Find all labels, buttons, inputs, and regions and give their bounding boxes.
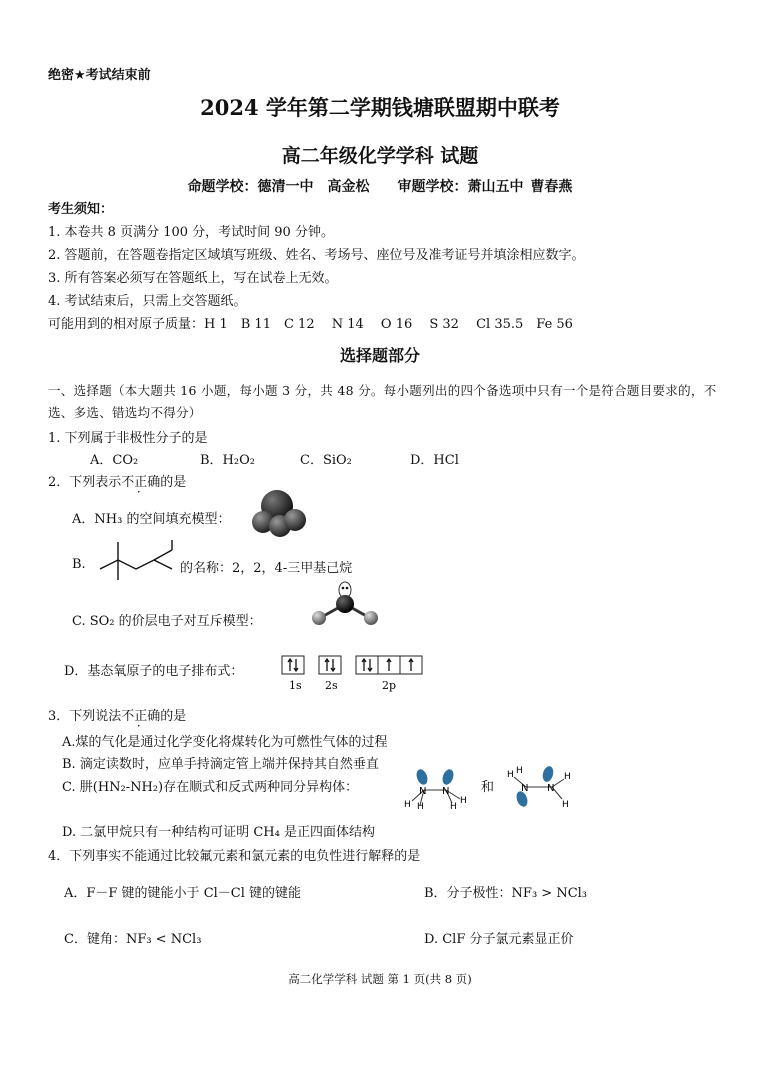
question-3-stem: 3．下列说法不正确的是: [48, 709, 187, 724]
svg-text:H: H: [516, 766, 523, 776]
svg-text:H: H: [417, 802, 424, 812]
oxygen-orbital-diagram: [282, 656, 426, 694]
confidential-mark: 绝密★考试结束前: [48, 68, 151, 83]
and-text: 和: [481, 780, 495, 795]
section-title: 选择题部分: [339, 346, 420, 365]
q3-option-c: C. 肼(HN₂-NH₂)存在顺式和反式两种同分异构体：: [62, 780, 359, 795]
q4-option-d: D. ClF 分子氯元素显正价: [424, 932, 574, 947]
nh3-space-filling-model: [250, 490, 310, 540]
orbital-label: 1s: [289, 679, 302, 692]
svg-text:H: H: [564, 772, 571, 782]
exam-subtitle: 高二年级化学学科 试题: [281, 145, 479, 167]
atomic-masses: 可能用到的相对原子质量：H 1 B 11 C 12 N 14 O 16 S 32 Cl 35.5 Fe 56: [48, 317, 573, 332]
svg-text:H: H: [460, 796, 467, 806]
svg-text:H: H: [404, 800, 411, 810]
so2-vsepr-model: [308, 582, 382, 628]
q1-option-c: C．SiO₂: [300, 453, 352, 468]
q2-option-c: C. SO₂ 的价层电子对互斥模型：: [72, 614, 262, 629]
q2-option-b-text: 的名称：2，2，4-三甲基己烷: [180, 561, 353, 576]
hydrazine-trans-model: [506, 765, 576, 809]
notice-item: 3. 所有答案必须写在答题纸上，写在试卷上无效。: [48, 271, 338, 286]
q1-option-b: B．H₂O₂: [200, 453, 255, 468]
q2-option-a: A．NH₃ 的空间填充模型：: [72, 512, 231, 527]
skeletal-formula: [98, 540, 176, 586]
svg-text:N: N: [547, 783, 555, 794]
part-instructions: 一、选择题（本大题共 16 小题，每小题 3 分，共 48 分。每小题列出的四个备选项中只有一个是符合题目要求的，不选、多选、错选均不得分）: [48, 383, 717, 420]
svg-text:N: N: [419, 786, 427, 797]
orbital-label: 2s: [325, 679, 338, 692]
notice-item: 1. 本卷共 8 页满分 100 分，考试时间 90 分钟。: [48, 225, 334, 240]
svg-text:N: N: [521, 783, 529, 794]
orbital-label: 2p: [382, 679, 397, 692]
author-schools: 命题学校：德清一中 高金松 审题学校：萧山五中 曹春燕: [187, 179, 573, 195]
emphasis-text: 不正确: [121, 709, 161, 724]
hydrazine-cis-model: [402, 765, 470, 812]
q4-option-c: C．键角：NF₃ < NCl₃: [64, 932, 202, 947]
svg-text:H: H: [507, 770, 514, 780]
svg-text:N: N: [442, 786, 450, 797]
q4-option-a: A．F－F 键的键能小于 Cl－Cl 键的键能: [64, 886, 302, 901]
q3-option-b: B. 滴定读数时，应单手持滴定管上端并保持其自然垂直: [62, 757, 379, 772]
notice-item: 4. 考试结束后，只需上交答题纸。: [48, 294, 247, 309]
q2-option-d: D．基态氧原子的电子排布式：: [64, 664, 244, 679]
q3-option-a: A.煤的气化是通过化学变化将煤转化为可燃性气体的过程: [62, 735, 388, 750]
q3-option-d: D. 二氯甲烷只有一种结构可证明 CH₄ 是正四面体结构: [62, 825, 375, 840]
exam-title: 2024 学年第二学期钱塘联盟期中联考: [200, 95, 560, 120]
svg-text:H: H: [562, 800, 569, 810]
emphasis-text: 不正确: [121, 475, 161, 490]
notice-heading: 考生须知：: [48, 202, 114, 217]
page-footer: 高二化学学科 试题 第 1 页(共 8 页): [288, 972, 472, 986]
question-4-stem: 4．下列事实不能通过比较氟元素和氯元素的电负性进行解释的是: [48, 849, 421, 864]
notice-item: 2. 答题前，在答题卷指定区域填写班级、姓名、考场号、座位号及准考证号并填涂相应数字。: [48, 248, 585, 263]
question-2-stem: 2．下列表示不正确的是: [48, 475, 187, 490]
q1-option-d: D．HCl: [410, 453, 459, 468]
question-1-stem: 1. 下列属于非极性分子的是: [48, 431, 208, 446]
q1-option-a: A．CO₂: [90, 453, 139, 468]
q4-option-b: B．分子极性：NF₃ > NCl₃: [424, 886, 588, 901]
svg-text:H: H: [450, 802, 457, 812]
q2-option-b-label: B.: [72, 557, 86, 572]
